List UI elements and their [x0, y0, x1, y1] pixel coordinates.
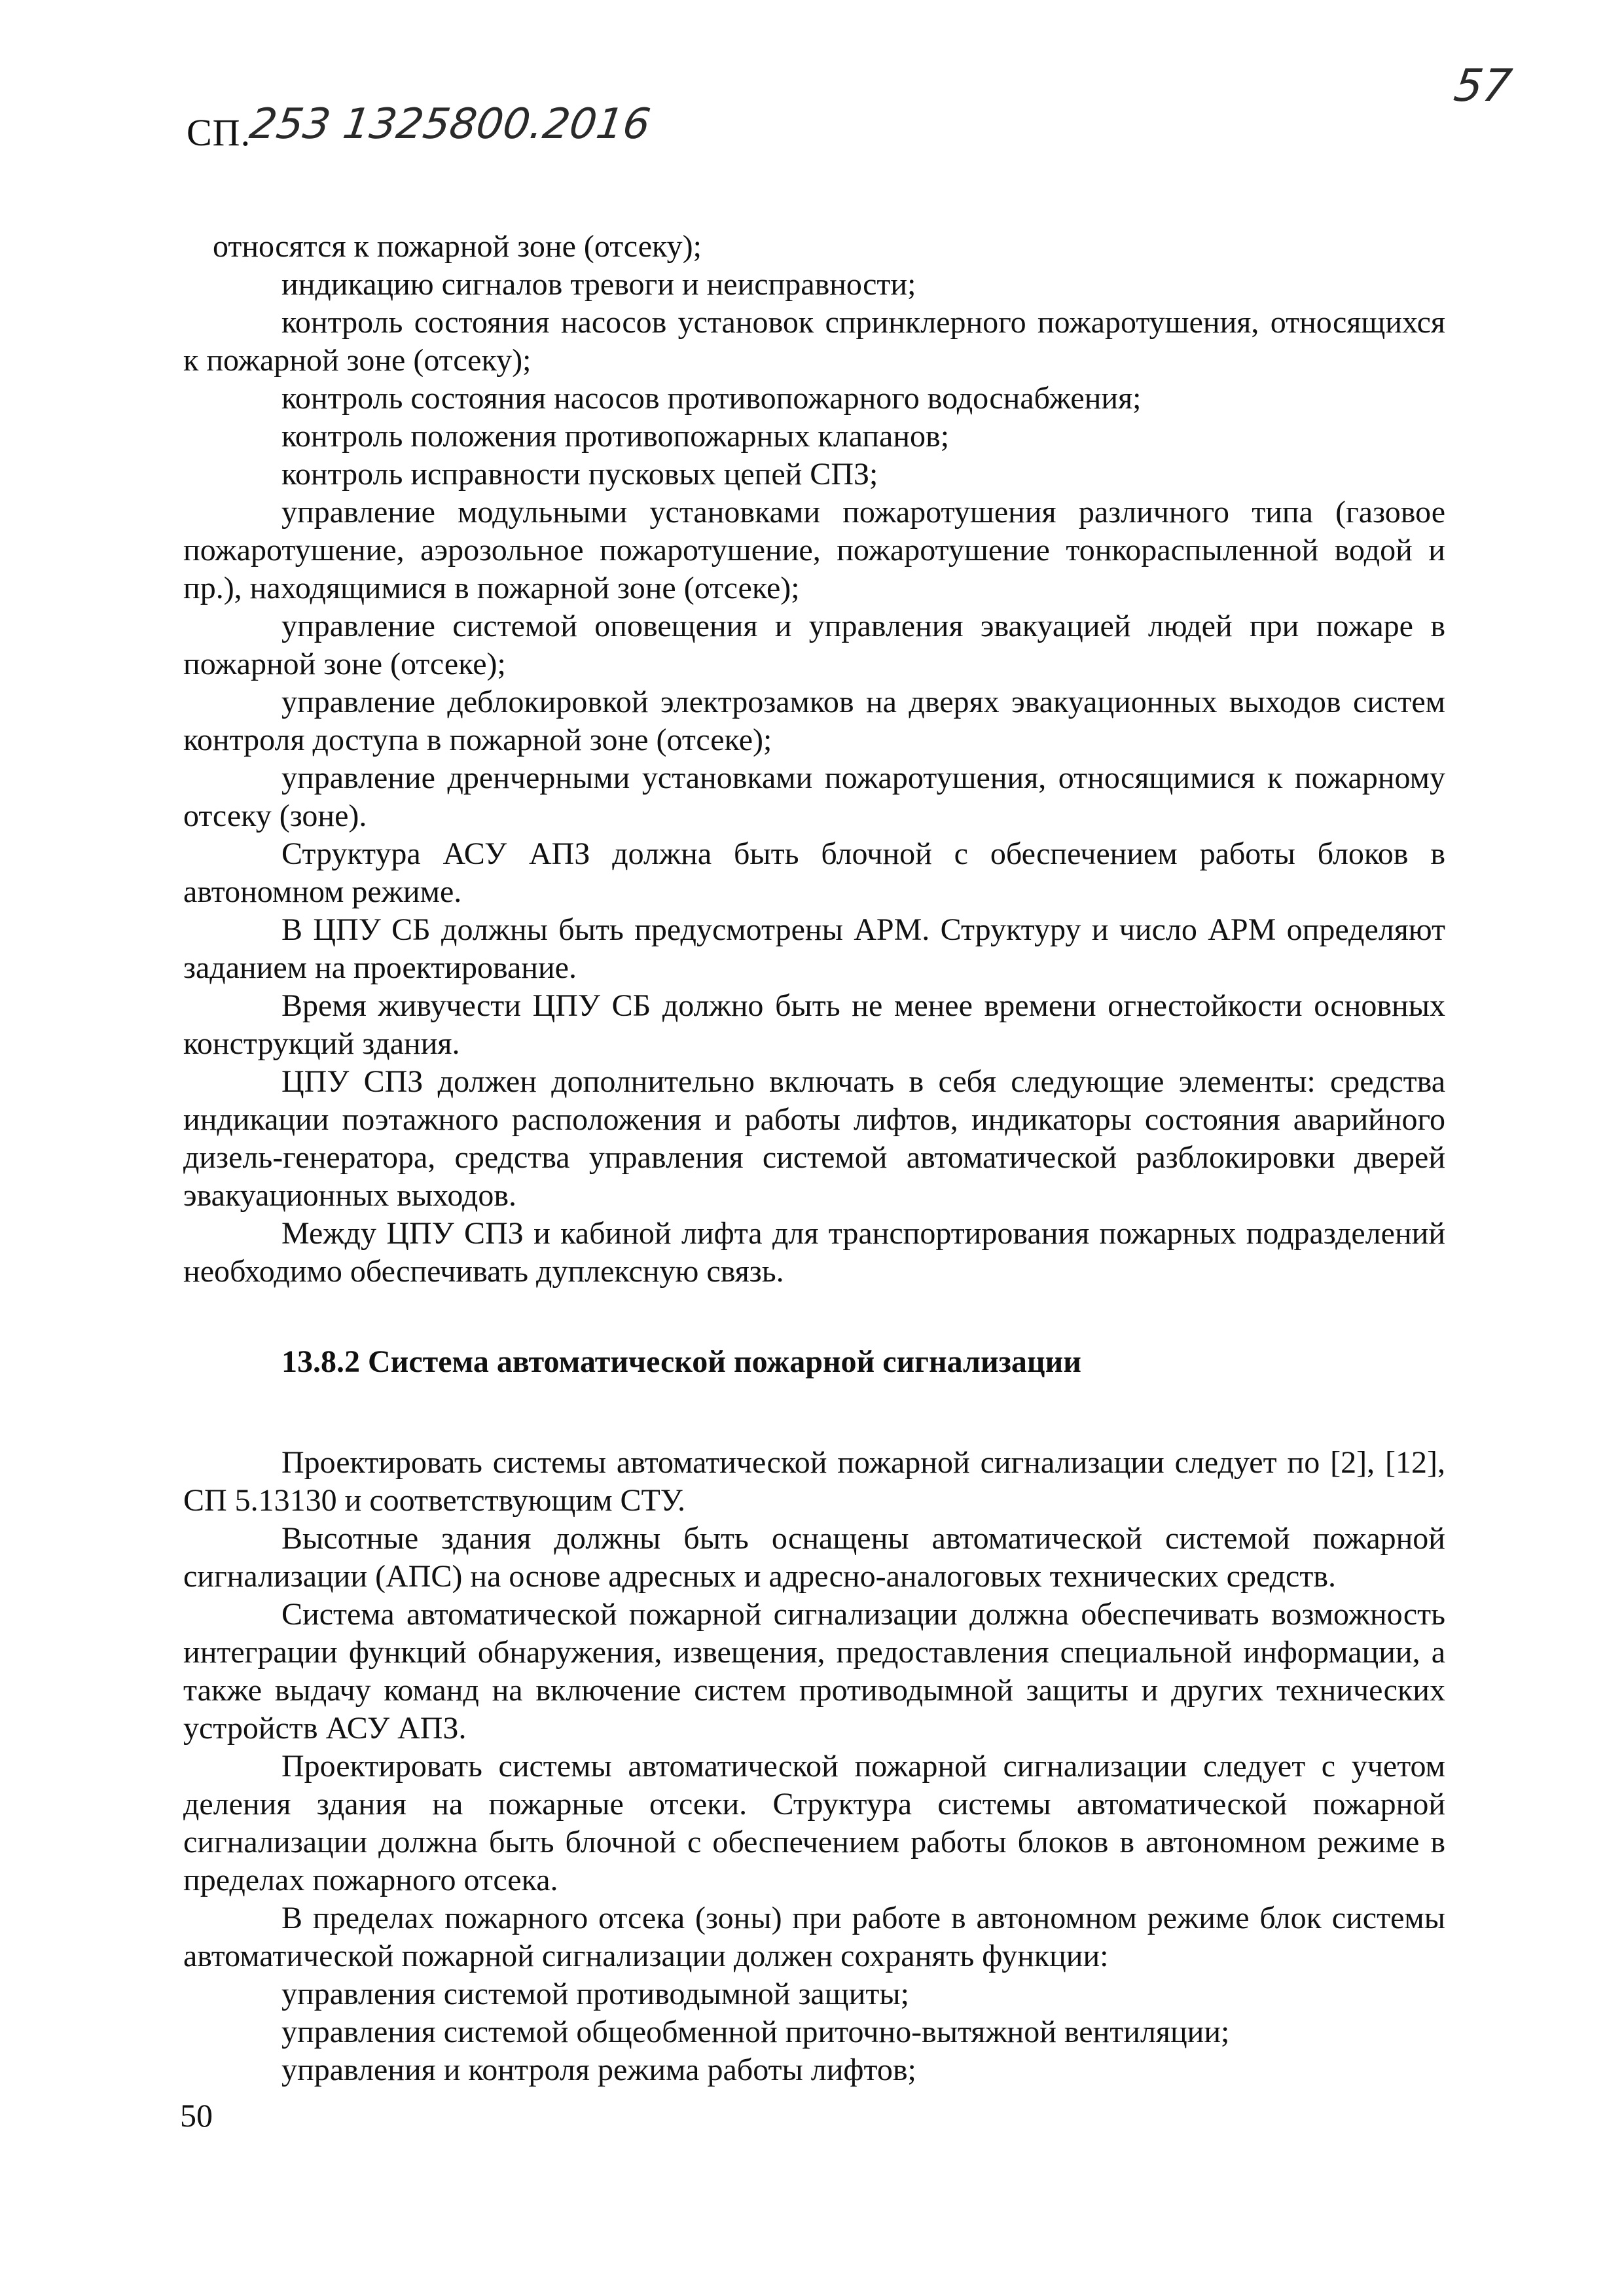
section-heading: 13.8.2 Система автоматической пожарной сигнализации	[281, 1344, 1081, 1379]
paragraph: контроль состояния насосов противопожарного водоснабжения;	[281, 381, 1142, 416]
handwritten-page-number: 57	[1451, 60, 1515, 112]
paragraph: Система автоматической пожарной сигнализации должна обеспечивать возможность интеграции функций обнаружения, извещения, предоставления специальной информации, а также выдачу команд на включение систем противодымной защиты и других технических устройств АСУ АПЗ.	[183, 1597, 1445, 1746]
paragraph: Структура АСУ АПЗ должна быть блочной с обеспечением работы блоков в автономном режиме.	[183, 836, 1445, 909]
paragraph: Высотные здания должны быть оснащены автоматической системой пожарной сигнализации (АПС) на основе адресных и адресно-аналоговых технических средств.	[183, 1521, 1445, 1594]
paragraph: управление модульными установками пожаротушения различного типа (газовое пожаротушение, аэрозольное пожаротушение, пожаротушение тонкораспыленной водой и пр.), находящимися в пожарной зоне (отсеке);	[183, 495, 1445, 605]
paragraph: индикацию сигналов тревоги и неисправности;	[281, 267, 916, 302]
paragraph: Проектировать системы автоматической пожарной сигнализации следует по [2], [12], СП 5.13130 и соответствующим СТУ.	[183, 1445, 1445, 1518]
paragraph-group-top	[183, 228, 1445, 1291]
paragraph: ЦПУ СПЗ должен дополнительно включать в себя следующие элементы: средства индикации поэтажного расположения и работы лифтов, индикаторы состояния аварийного дизель-генератора, средства управления системой автоматической разблокировки дверей эвакуационных выходов.	[183, 1064, 1445, 1213]
paragraph: Проектировать системы автоматической пожарной сигнализации следует с учетом деления здания на пожарные отсеки. Структура системы автоматической пожарной сигнализации должна быть блочной с обеспечением работы блоков в автономном режиме в пределах пожарного отсека.	[183, 1749, 1445, 1897]
paragraph: относятся к пожарной зоне (отсеку);	[213, 229, 702, 264]
document-body	[183, 228, 1445, 2089]
paragraph: управление деблокировкой электрозамков на дверях эвакуационных выходов систем контроля доступа в пожарной зоне (отсеке);	[183, 685, 1445, 757]
paragraph: управления системой противодымной защиты;	[281, 1977, 909, 2011]
paragraph: Время живучести ЦПУ СБ должно быть не менее времени огнестойкости основных конструкций здания.	[183, 988, 1445, 1061]
paragraph: управления системой общеобменной приточно-вытяжной вентиляции;	[281, 2015, 1230, 2049]
paragraph: управление дренчерными установками пожаротушения, относящимися к пожарному отсеку (зоне).	[183, 761, 1445, 833]
paragraph: В ЦПУ СБ должны быть предусмотрены АРМ. Структуру и число АРМ определяют заданием на проектирование.	[183, 912, 1445, 985]
paragraph: контроль положения противопожарных клапанов;	[281, 419, 950, 454]
handwritten-document-number: 253 1325800.2016	[246, 100, 653, 149]
document-code-prefix: СП.	[187, 111, 251, 154]
printed-page-number: 50	[180, 2097, 213, 2134]
paragraph: контроль исправности пусковых цепей СПЗ;	[281, 457, 878, 492]
paragraph: управления и контроля режима работы лифтов;	[281, 2053, 916, 2087]
paragraph: В пределах пожарного отсека (зоны) при работе в автономном режиме блок системы автоматической пожарной сигнализации должен сохранять функции:	[183, 1901, 1445, 1973]
paragraph-group-bottom	[183, 1444, 1445, 2089]
paragraph: Между ЦПУ СПЗ и кабиной лифта для транспортирования пожарных подразделений необходимо обеспечивать дуплексную связь.	[183, 1216, 1445, 1289]
paragraph: управление системой оповещения и управления эвакуацией людей при пожаре в пожарной зоне (отсеке);	[183, 609, 1445, 681]
paragraph: контроль состояния насосов установок спринклерного пожаротушения, относящихся к пожарной зоне (отсеку);	[183, 305, 1445, 378]
